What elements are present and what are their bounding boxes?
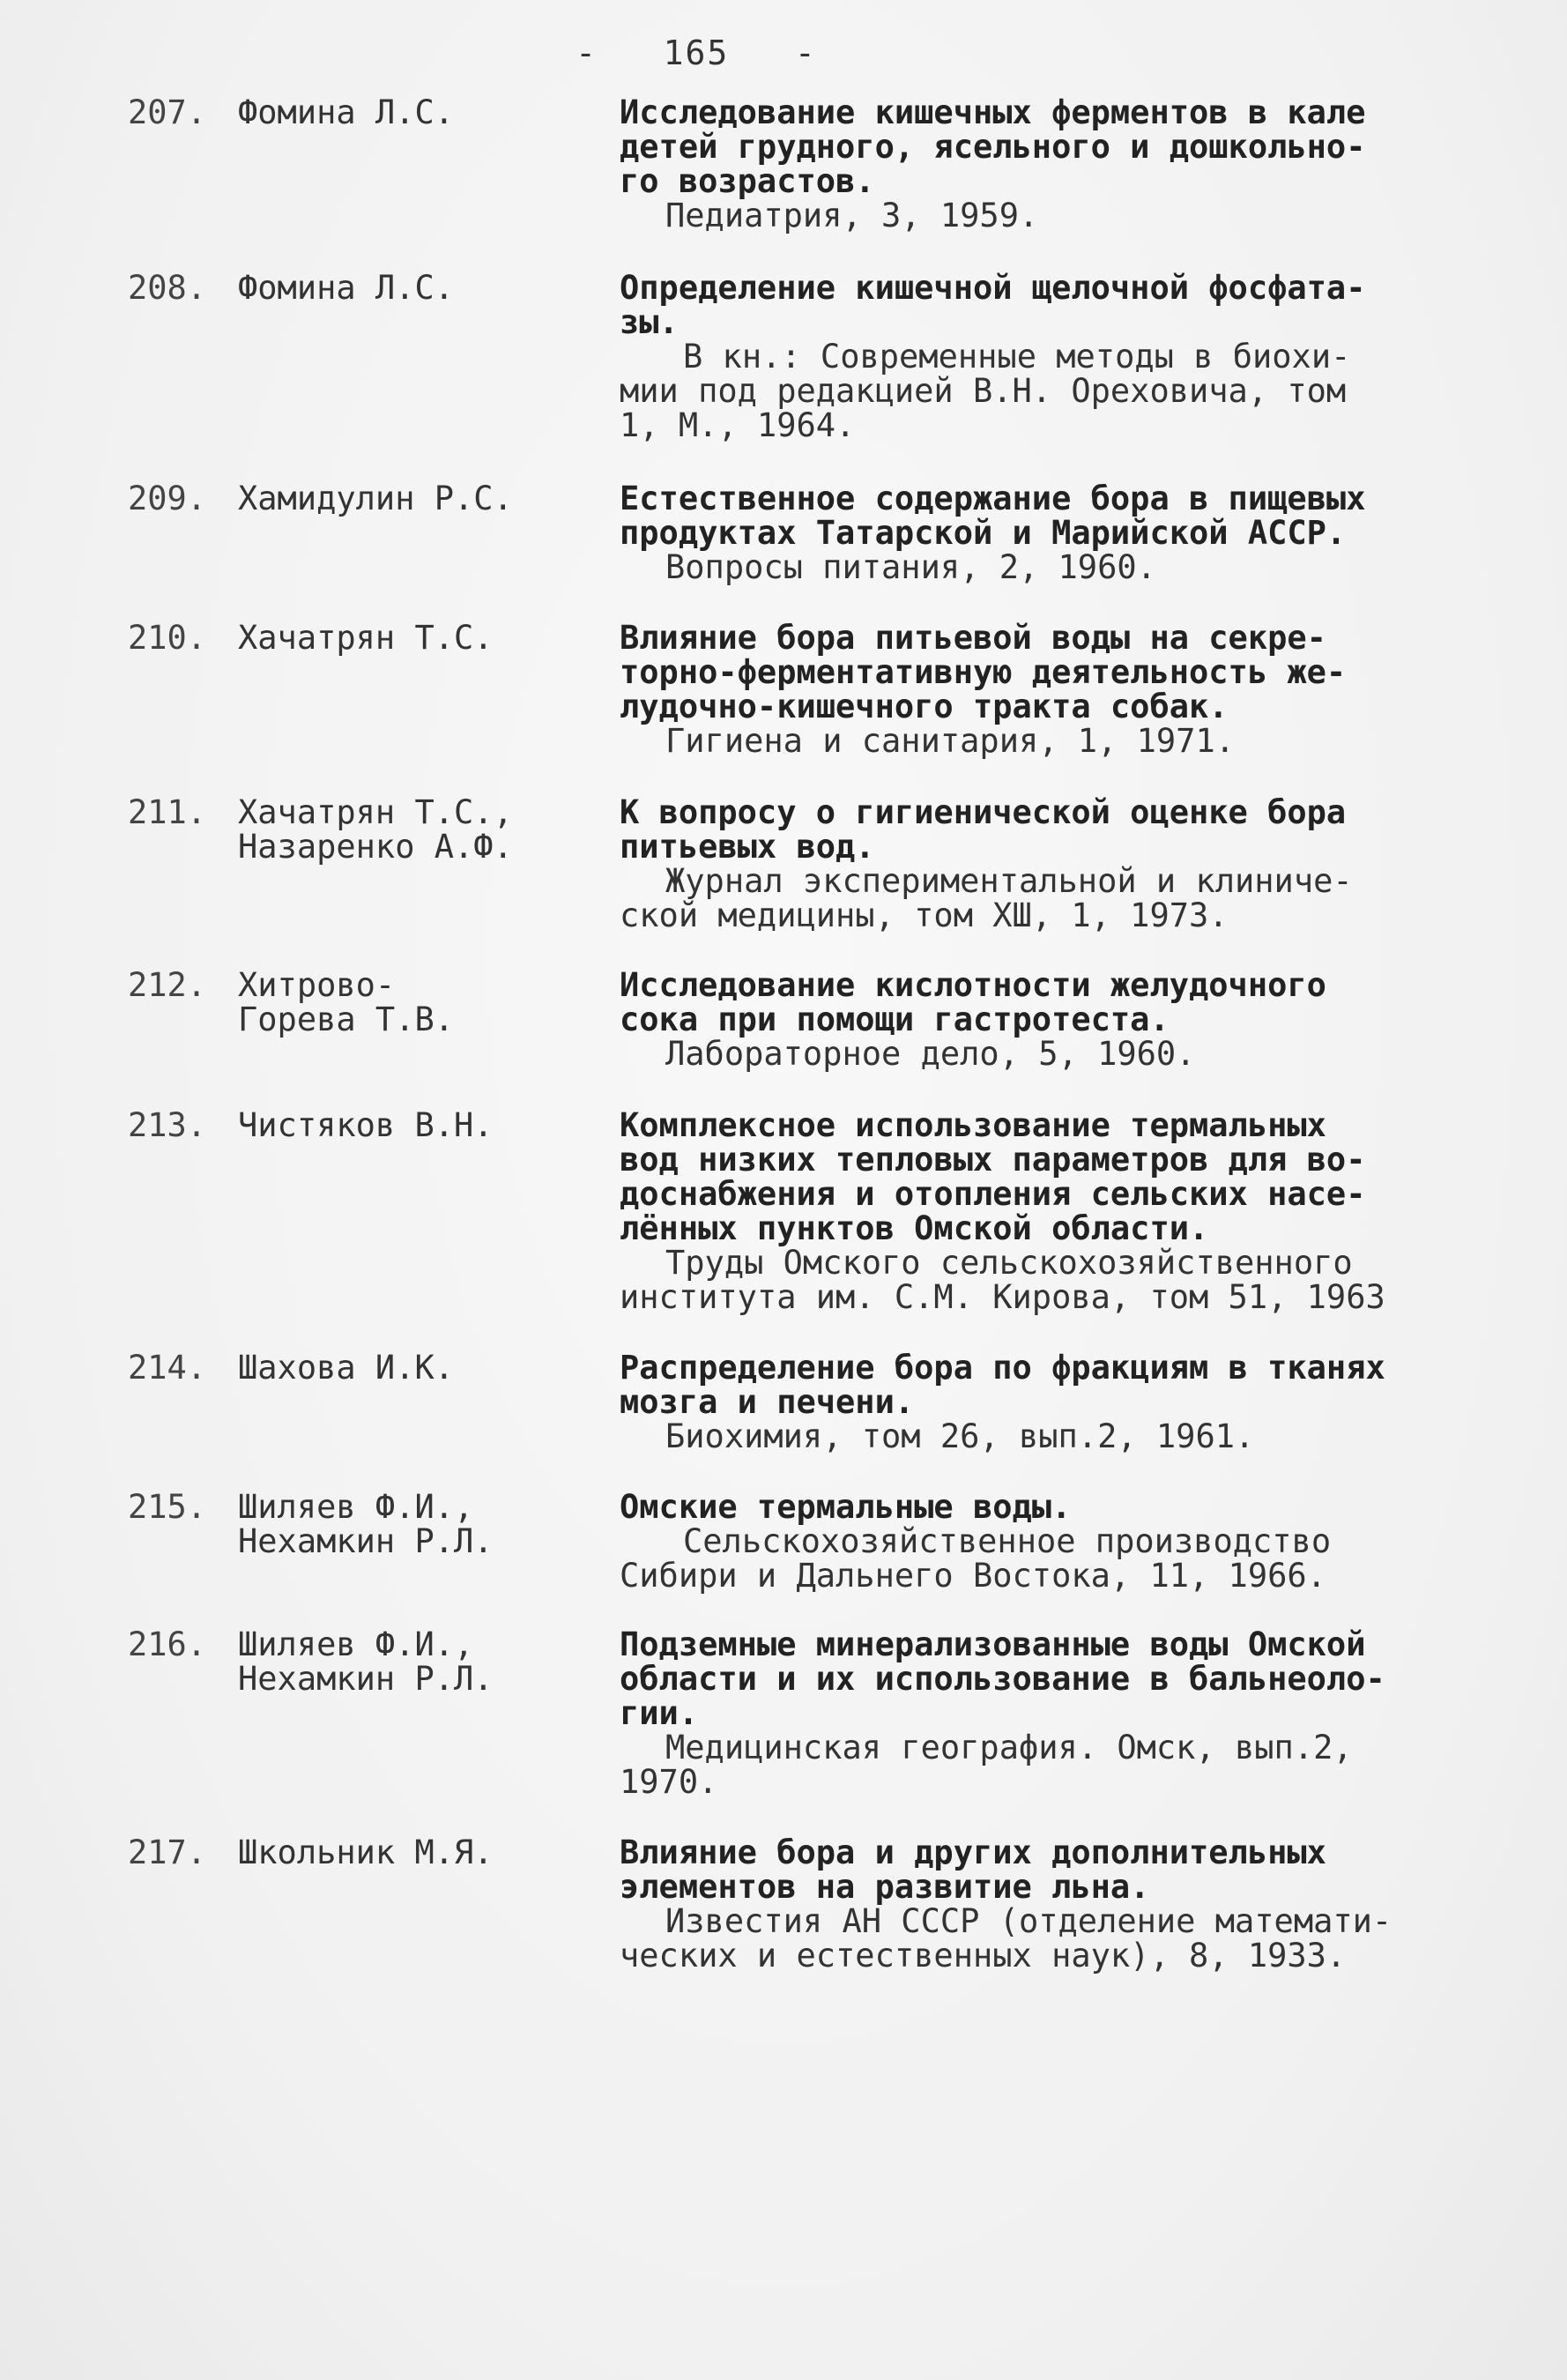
source-line: 1970. (620, 1763, 718, 1801)
title-line: элементов на развитие льна. (620, 1868, 1150, 1906)
entry-authors (238, 1350, 590, 1385)
source-line: В кн.: Современные методы в биохи- (683, 338, 1351, 376)
entry-body (620, 1835, 1466, 1973)
title-line: Омские термальные воды. (620, 1488, 1072, 1526)
entry-number: 217. (128, 1833, 207, 1871)
entry-number: 216. (128, 1625, 207, 1663)
entry-body (620, 1490, 1466, 1593)
title-line: мозга и печени. (620, 1383, 915, 1421)
title-line: К вопросу о гигиенической оценке бора (620, 793, 1347, 831)
author-line: Хитрово- (238, 966, 396, 1004)
title-line: Исследование кислотности желудочного (620, 966, 1326, 1004)
entry-body (620, 1108, 1466, 1314)
entry-body (620, 481, 1466, 584)
source-line: Биохимия, том 26, вып.2, 1961. (665, 1417, 1255, 1455)
title-line: питьевых вод. (620, 828, 875, 866)
title-line: детей грудного, ясельного и дошкольно- (620, 128, 1366, 166)
source-line: Журнал экспериментальной и клиниче- (665, 862, 1353, 900)
entry-authors (238, 968, 590, 1037)
entry-authors (238, 271, 590, 305)
entry-number: 209. (128, 480, 207, 517)
entry-authors (238, 1627, 590, 1696)
author-line: Шахова И.К. (238, 1349, 455, 1387)
title-line: Влияние бора и других дополнительных (620, 1833, 1326, 1871)
entry-body (620, 271, 1466, 443)
entry-authors (238, 1108, 590, 1142)
entry-number: 211. (128, 793, 207, 831)
entry-authors (238, 95, 590, 130)
author-line: Шиляев Ф.И., (238, 1625, 474, 1663)
source-line: 1, М., 1964. (620, 406, 856, 444)
entry-authors (238, 1490, 590, 1558)
source-line: ской медицины, том ХШ, 1, 1973. (620, 896, 1229, 934)
title-line: области и их использование в бальнеоло- (620, 1660, 1385, 1698)
source-line: института им. С.М. Кирова, том 51, 1963 (620, 1278, 1385, 1316)
entry-number: 215. (128, 1488, 207, 1526)
entry-authors (238, 621, 590, 655)
title-line: гии. (620, 1694, 699, 1732)
title-line: вод низких тепловых параметров для во- (620, 1141, 1366, 1179)
entry-body (620, 795, 1466, 933)
source-line: Медицинская география. Омск, вып.2, (665, 1729, 1353, 1766)
source-line: Гигиена и санитария, 1, 1971. (665, 722, 1236, 760)
author-line: Назаренко А.Ф. (238, 828, 513, 866)
author-line: Фомина Л.С. (238, 93, 455, 131)
author-line: Нехамкин Р.Л. (238, 1660, 494, 1698)
title-line: Комплексное использование термальных (620, 1106, 1326, 1144)
source-line: мии под редакцией В.Н. Ореховича, том (620, 372, 1347, 410)
author-line: Фомина Л.С. (238, 269, 455, 307)
entry-number: 213. (128, 1106, 207, 1144)
author-line: Хачатрян Т.С. (238, 619, 494, 657)
author-line: Хамидулин Р.С. (238, 480, 513, 517)
title-line: лудочно-кишечного тракта собак. (620, 688, 1229, 725)
entry-number: 208. (128, 269, 207, 307)
entry-authors (238, 1835, 590, 1870)
source-line: Педиатрия, 3, 1959. (665, 197, 1039, 234)
author-line: Горева Т.В. (238, 1000, 455, 1038)
title-line: го возрастов. (620, 162, 875, 200)
author-line: Нехамкин Р.Л. (238, 1522, 494, 1560)
entry-body (620, 95, 1466, 233)
source-line: Лабораторное дело, 5, 1960. (665, 1035, 1196, 1073)
source-line: Сибири и Дальнего Востока, 11, 1966. (620, 1557, 1326, 1595)
source-line: Труды Омского сельскохозяйственного (665, 1244, 1353, 1282)
entry-body (620, 968, 1466, 1071)
author-line: Шиляев Ф.И., (238, 1488, 474, 1526)
entry-number: 210. (128, 619, 207, 657)
title-line: Исследование кишечных ферментов в кале (620, 93, 1366, 131)
author-line: Хачатрян Т.С., (238, 793, 513, 831)
page-number: - 165 - (576, 33, 817, 72)
title-line: Влияние бора питьевой воды на секре- (620, 619, 1326, 657)
title-line: лённых пунктов Омской области. (620, 1209, 1209, 1247)
entry-number: 214. (128, 1349, 207, 1387)
entry-authors (238, 481, 590, 516)
title-line: торно-ферментативную деятельность же- (620, 653, 1347, 691)
title-line: Определение кишечной щелочной фосфата- (620, 269, 1366, 307)
entry-authors (238, 795, 590, 864)
source-line: Вопросы питания, 2, 1960. (665, 548, 1156, 586)
title-line: Подземные минерализованные воды Омской (620, 1625, 1366, 1663)
author-line: Школьник М.Я. (238, 1833, 494, 1871)
title-line: сока при помощи гастротеста. (620, 1000, 1170, 1038)
source-line: ческих и естественных наук), 8, 1933. (620, 1937, 1347, 1975)
title-line: Естественное содержание бора в пищевых (620, 480, 1366, 517)
title-line: зы. (620, 303, 679, 341)
entry-body (620, 1627, 1466, 1799)
title-line: доснабжения и отопления сельских насе- (620, 1175, 1366, 1213)
entry-body (620, 621, 1466, 758)
entry-number: 207. (128, 93, 207, 131)
title-line: продуктах Татарской и Марийской АССР. (620, 514, 1347, 552)
entry-number: 212. (128, 966, 207, 1004)
title-line: Распределение бора по фракциям в тканях (620, 1349, 1385, 1387)
entry-body (620, 1350, 1466, 1454)
author-line: Чистяков В.Н. (238, 1106, 494, 1144)
source-line: Сельскохозяйственное производство (683, 1522, 1332, 1560)
source-line: Известия АН СССР (отделение математи- (665, 1902, 1392, 1940)
